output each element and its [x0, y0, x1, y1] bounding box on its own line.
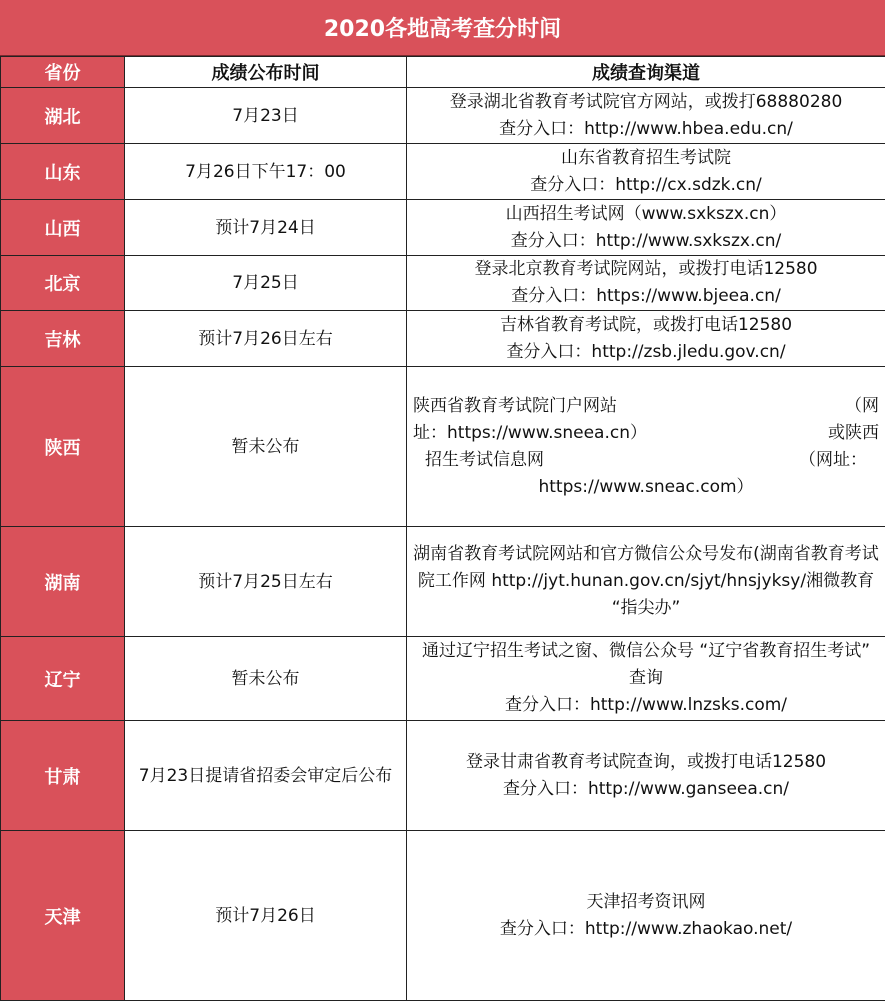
table-row — [1, 831, 885, 1001]
channel-line — [413, 447, 879, 474]
channel-fragment: 或陕西 — [828, 420, 879, 447]
channel-line: 登录甘肃省教育考试院查询，或拨打电话12580 — [413, 749, 879, 776]
province-cell: 陕西 — [1, 367, 125, 527]
channel-cell — [407, 144, 885, 200]
channel-link[interactable]: 查分入口：http://zsb.jledu.gov.cn/ — [413, 339, 879, 366]
channel-cell — [407, 256, 885, 311]
table-row — [1, 721, 885, 831]
channel-cell — [407, 831, 885, 1001]
release-time-cell: 预计7月26日左右 — [125, 311, 407, 367]
release-time-cell: 7月25日 — [125, 256, 407, 311]
channel-line: 湖南省教育考试院网站和官方微信公众号发布(湖南省教育考试院工作网 http://jyt.hunan.gov.cn/sjyt/hnsjyksy/湘微教育 “指尖办” — [413, 541, 879, 622]
channel-link[interactable]: 查分入口：http://www.lnzsks.com/ — [413, 692, 879, 719]
channel-link[interactable]: https://www.sneac.com） — [413, 474, 879, 501]
channel-line: 吉林省教育考试院，或拨打电话12580 — [413, 312, 879, 339]
province-cell: 吉林 — [1, 311, 125, 367]
channel-line: 登录湖北省教育考试院官方网站，或拨打68880280 — [413, 89, 879, 116]
table-row — [1, 367, 885, 527]
channel-cell — [407, 200, 885, 256]
channel-link[interactable]: 查分入口：http://www.ganseea.cn/ — [413, 776, 879, 803]
table-row — [1, 256, 885, 311]
channel-fragment: （网 — [845, 393, 879, 420]
channel-cell — [407, 367, 885, 527]
channel-line: 通过辽宁招生考试之窗、微信公众号 “辽宁省教育招生考试” 查询 — [413, 638, 879, 692]
release-time-cell: 暂未公布 — [125, 367, 407, 527]
channel-cell — [407, 88, 885, 144]
release-time-cell: 预计7月24日 — [125, 200, 407, 256]
table-row — [1, 637, 885, 721]
channel-cell — [407, 527, 885, 637]
channel-line: 天津招考资讯网 — [413, 889, 879, 916]
channel-line — [413, 393, 879, 420]
channel-cell — [407, 721, 885, 831]
header-row — [1, 57, 885, 88]
release-time-cell: 7月23日 — [125, 88, 407, 144]
table-row — [1, 88, 885, 144]
table-row — [1, 144, 885, 200]
release-time-cell: 7月26日下午17：00 — [125, 144, 407, 200]
channel-link[interactable]: 查分入口：http://www.sxkszx.cn/ — [413, 228, 879, 255]
table-row — [1, 311, 885, 367]
province-cell: 北京 — [1, 256, 125, 311]
channel-link[interactable]: 查分入口：http://www.zhaokao.net/ — [413, 916, 879, 943]
province-cell: 天津 — [1, 831, 125, 1001]
channel-line: 山东省教育招生考试院 — [413, 145, 879, 172]
channel-line — [413, 420, 879, 447]
channel-fragment: 陕西省教育考试院门户网站 — [413, 393, 617, 420]
release-time-cell: 预计7月25日左右 — [125, 527, 407, 637]
province-cell: 辽宁 — [1, 637, 125, 721]
channel-link[interactable]: 查分入口：http://www.hbea.edu.cn/ — [413, 116, 879, 143]
header-province: 省份 — [1, 57, 125, 88]
channel-cell — [407, 311, 885, 367]
channel-fragment: （网址： — [799, 447, 867, 474]
channel-link[interactable]: 址：https://www.sneea.cn） — [413, 420, 647, 447]
table-row — [1, 527, 885, 637]
channel-cell — [407, 637, 885, 721]
province-cell: 甘肃 — [1, 721, 125, 831]
release-time-cell: 暂未公布 — [125, 637, 407, 721]
channel-line: 登录北京教育考试院网站，或拨打电话12580 — [413, 256, 879, 283]
province-cell: 湖南 — [1, 527, 125, 637]
channel-link[interactable]: 查分入口：https://www.bjeea.cn/ — [413, 283, 879, 310]
province-cell: 湖北 — [1, 88, 125, 144]
table-title: 2020各地高考查分时间 — [0, 0, 885, 56]
channel-line: 山西招生考试网（www.sxkszx.cn） — [413, 201, 879, 228]
channel-link[interactable]: 查分入口：http://cx.sdzk.cn/ — [413, 172, 879, 199]
province-cell: 山东 — [1, 144, 125, 200]
release-time-cell: 预计7月26日 — [125, 831, 407, 1001]
score-schedule-table — [0, 56, 885, 1001]
table-row — [1, 200, 885, 256]
channel-fragment: 招生考试信息网 — [425, 447, 544, 474]
province-cell: 山西 — [1, 200, 125, 256]
header-time: 成绩公布时间 — [125, 57, 407, 88]
header-channel: 成绩查询渠道 — [407, 57, 885, 88]
release-time-cell: 7月23日提请省招委会审定后公布 — [125, 721, 407, 831]
